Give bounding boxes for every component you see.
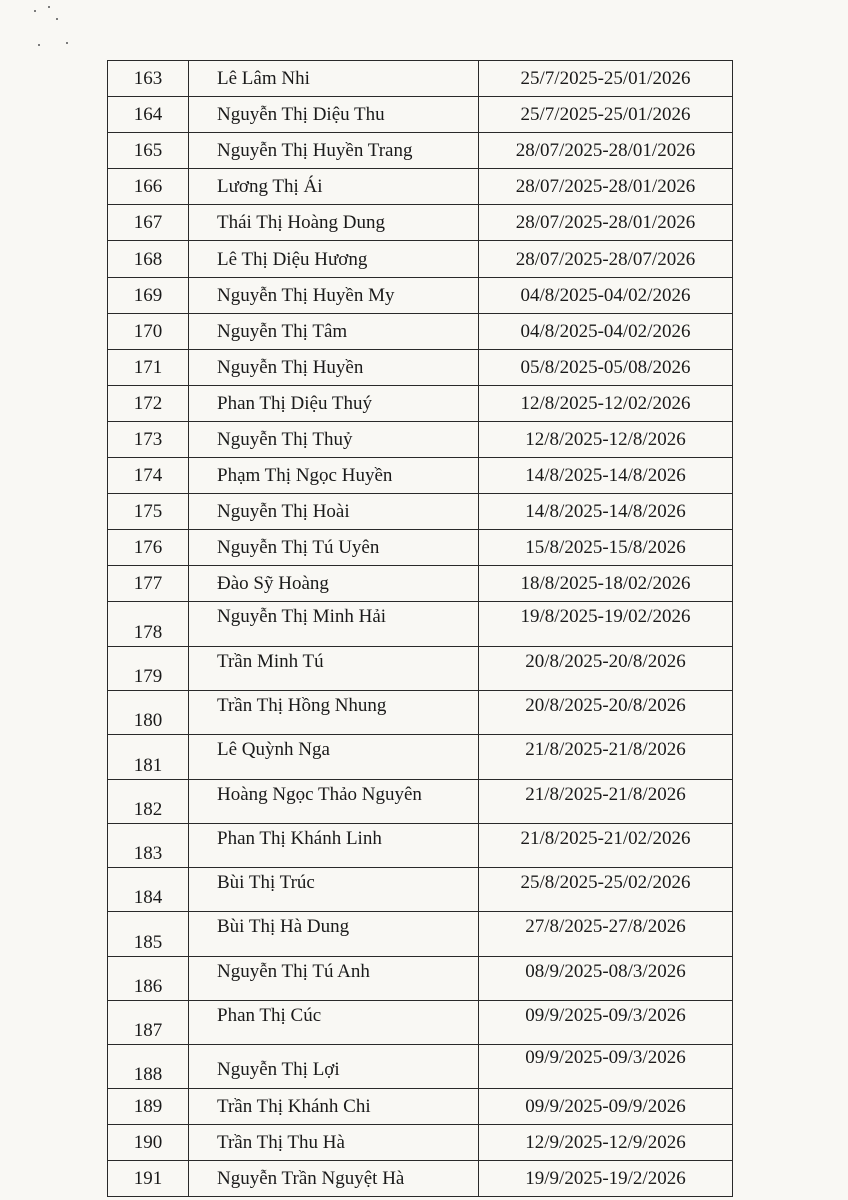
- person-name: Thái Thị Hoàng Dung: [189, 205, 479, 241]
- table-row: [108, 1045, 733, 1088]
- roster-table-body: [108, 61, 733, 1197]
- row-number: 174: [108, 458, 189, 494]
- row-number: 185: [108, 912, 189, 956]
- row-number: 175: [108, 494, 189, 530]
- row-number: 171: [108, 349, 189, 385]
- table-row: [108, 169, 733, 205]
- table-row: [108, 912, 733, 956]
- person-name: Trần Thị Thu Hà: [189, 1124, 479, 1160]
- date-range: 09/9/2025-09/9/2026: [479, 1088, 733, 1124]
- roster-table: [107, 60, 733, 1197]
- date-range: 14/8/2025-14/8/2026: [479, 494, 733, 530]
- person-name: Nguyễn Thị Tâm: [189, 313, 479, 349]
- person-name: Nguyễn Thị Huyền Trang: [189, 133, 479, 169]
- person-name: Nguyễn Thị Tú Uyên: [189, 530, 479, 566]
- person-name: Nguyễn Thị Tú Anh: [189, 956, 479, 1000]
- person-name: Nguyễn Thị Diệu Thu: [189, 97, 479, 133]
- row-number: 181: [108, 735, 189, 779]
- date-range: 05/8/2025-05/08/2026: [479, 349, 733, 385]
- row-number: 166: [108, 169, 189, 205]
- table-row: [108, 313, 733, 349]
- row-number: 179: [108, 646, 189, 690]
- row-number: 167: [108, 205, 189, 241]
- person-name: Phạm Thị Ngọc Huyền: [189, 458, 479, 494]
- date-range: 27/8/2025-27/8/2026: [479, 912, 733, 956]
- table-row: [108, 97, 733, 133]
- date-range: 18/8/2025-18/02/2026: [479, 566, 733, 602]
- date-range: 25/8/2025-25/02/2026: [479, 868, 733, 912]
- date-range: 19/8/2025-19/02/2026: [479, 602, 733, 646]
- table-row: [108, 1124, 733, 1160]
- row-number: 177: [108, 566, 189, 602]
- date-range: 12/9/2025-12/9/2026: [479, 1124, 733, 1160]
- row-number: 169: [108, 277, 189, 313]
- table-row: [108, 566, 733, 602]
- row-number: 176: [108, 530, 189, 566]
- table-row: [108, 779, 733, 823]
- table-row: [108, 349, 733, 385]
- person-name: Trần Thị Hồng Nhung: [189, 691, 479, 735]
- date-range: 28/07/2025-28/01/2026: [479, 133, 733, 169]
- person-name: Phan Thị Khánh Linh: [189, 823, 479, 867]
- row-number: 165: [108, 133, 189, 169]
- date-range: 12/8/2025-12/8/2026: [479, 421, 733, 457]
- row-number: 191: [108, 1160, 189, 1196]
- row-number: 168: [108, 241, 189, 277]
- table-row: [108, 205, 733, 241]
- person-name: Nguyễn Trần Nguyệt Hà: [189, 1160, 479, 1196]
- table-row: [108, 385, 733, 421]
- table-row: [108, 241, 733, 277]
- row-number: 172: [108, 385, 189, 421]
- person-name: Nguyễn Thị Hoài: [189, 494, 479, 530]
- table-row: [108, 1088, 733, 1124]
- person-name: Phan Thị Diệu Thuý: [189, 385, 479, 421]
- date-range: 09/9/2025-09/3/2026: [479, 1001, 733, 1045]
- date-range: 04/8/2025-04/02/2026: [479, 313, 733, 349]
- row-number: 182: [108, 779, 189, 823]
- date-range: 12/8/2025-12/02/2026: [479, 385, 733, 421]
- person-name: Lê Thị Diệu Hương: [189, 241, 479, 277]
- person-name: Nguyễn Thị Minh Hải: [189, 602, 479, 646]
- table-row: [108, 1001, 733, 1045]
- person-name: Nguyễn Thị Huyền My: [189, 277, 479, 313]
- person-name: Nguyễn Thị Lợi: [189, 1045, 479, 1088]
- table-row: [108, 277, 733, 313]
- table-row: [108, 530, 733, 566]
- person-name: Trần Minh Tú: [189, 646, 479, 690]
- date-range: 19/9/2025-19/2/2026: [479, 1160, 733, 1196]
- date-range: 04/8/2025-04/02/2026: [479, 277, 733, 313]
- table-row: [108, 421, 733, 457]
- date-range: 09/9/2025-09/3/2026: [479, 1045, 733, 1088]
- table-row: [108, 646, 733, 690]
- row-number: 184: [108, 868, 189, 912]
- table-row: [108, 602, 733, 646]
- date-range: 20/8/2025-20/8/2026: [479, 646, 733, 690]
- person-name: Phan Thị Cúc: [189, 1001, 479, 1045]
- date-range: 25/7/2025-25/01/2026: [479, 97, 733, 133]
- table-row: [108, 956, 733, 1000]
- person-name: Hoàng Ngọc Thảo Nguyên: [189, 779, 479, 823]
- date-range: 25/7/2025-25/01/2026: [479, 61, 733, 97]
- row-number: 188: [108, 1045, 189, 1088]
- table-row: [108, 494, 733, 530]
- table-row: [108, 868, 733, 912]
- date-range: 21/8/2025-21/8/2026: [479, 779, 733, 823]
- row-number: 190: [108, 1124, 189, 1160]
- row-number: 178: [108, 602, 189, 646]
- date-range: 08/9/2025-08/3/2026: [479, 956, 733, 1000]
- row-number: 163: [108, 61, 189, 97]
- table-row: [108, 1160, 733, 1196]
- person-name: Bùi Thị Trúc: [189, 868, 479, 912]
- row-number: 173: [108, 421, 189, 457]
- person-name: Nguyễn Thị Huyền: [189, 349, 479, 385]
- date-range: 28/07/2025-28/01/2026: [479, 205, 733, 241]
- table-row: [108, 735, 733, 779]
- table-row: [108, 458, 733, 494]
- row-number: 186: [108, 956, 189, 1000]
- person-name: Trần Thị Khánh Chi: [189, 1088, 479, 1124]
- person-name: Lê Quỳnh Nga: [189, 735, 479, 779]
- person-name: Lê Lâm Nhi: [189, 61, 479, 97]
- date-range: 21/8/2025-21/02/2026: [479, 823, 733, 867]
- person-name: Đào Sỹ Hoàng: [189, 566, 479, 602]
- person-name: Nguyễn Thị Thuỷ: [189, 421, 479, 457]
- table-row: [108, 61, 733, 97]
- row-number: 164: [108, 97, 189, 133]
- table-row: [108, 823, 733, 867]
- person-name: Lương Thị Ái: [189, 169, 479, 205]
- date-range: 15/8/2025-15/8/2026: [479, 530, 733, 566]
- row-number: 183: [108, 823, 189, 867]
- date-range: 28/07/2025-28/07/2026: [479, 241, 733, 277]
- date-range: 21/8/2025-21/8/2026: [479, 735, 733, 779]
- date-range: 14/8/2025-14/8/2026: [479, 458, 733, 494]
- table-row: [108, 691, 733, 735]
- row-number: 170: [108, 313, 189, 349]
- table-row: [108, 133, 733, 169]
- date-range: 28/07/2025-28/01/2026: [479, 169, 733, 205]
- row-number: 189: [108, 1088, 189, 1124]
- row-number: 187: [108, 1001, 189, 1045]
- person-name: Bùi Thị Hà Dung: [189, 912, 479, 956]
- date-range: 20/8/2025-20/8/2026: [479, 691, 733, 735]
- row-number: 180: [108, 691, 189, 735]
